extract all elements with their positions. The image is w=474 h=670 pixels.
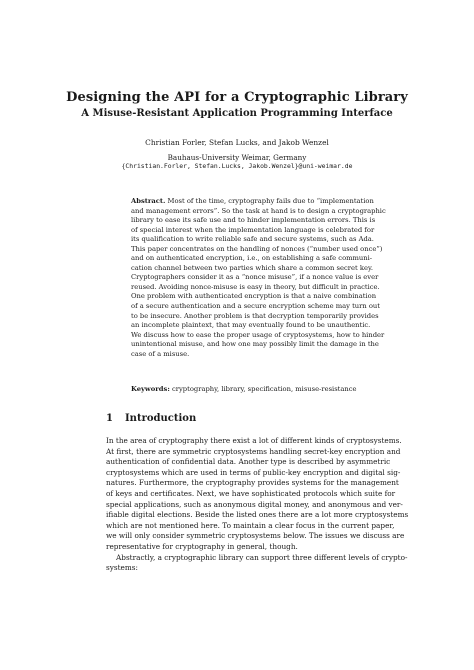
abstract-line: library to ease its safe use and to hinder implementation errors. This is — [131, 216, 376, 225]
paper-subtitle: A Misuse-Resistant Application Programming Interface — [81, 108, 393, 119]
abstract-line: cation channel between two parties which share a common secret key. — [131, 263, 374, 272]
body-line: natures. Furthermore, the cryptography provides systems for the management — [106, 478, 399, 488]
author-list: Christian Forler, Stefan Lucks, and Jakob Wenzel — [145, 138, 329, 147]
abstract-line: Cryptographers consider it as a “nonce misuse”, if a nonce value is ever — [131, 273, 379, 282]
paper-title: Designing the API for a Cryptographic Library — [66, 90, 408, 105]
body-text — [106, 436, 409, 574]
abstract-block — [131, 197, 386, 359]
abstract-line — [131, 197, 374, 207]
abstract-line: We discuss how to ease the proper usage of cryptosystems, how to hinder — [131, 330, 385, 339]
abstract-line: of a secure authentication and a secure encryption scheme may turn out — [131, 302, 380, 311]
abstract-line: reused. Avoiding nonce-misuse is easy in theory, but difficult in practice. — [131, 282, 380, 291]
abstract-line: This paper concentrates on the handling of nonces (“number used once”) — [131, 244, 383, 253]
keywords-block — [131, 385, 357, 394]
body-line: cryptosystems which are used in terms of public-key encryption and digital sig- — [106, 467, 401, 477]
section-number: 1 — [106, 413, 113, 424]
abstract-line: and management errors”. So the task at hand is to design a cryptographic — [131, 206, 386, 215]
body-line: of keys and certificates. Next, we have sophisticated protocols which suite for — [106, 488, 396, 498]
section-title: Introduction — [125, 413, 197, 424]
body-line: At first, there are symmetric cryptosystems handling secret-key encryption and — [106, 446, 401, 456]
body-line: we will only consider symmetric cryptosystems below. The issues we discuss are — [106, 531, 405, 541]
author-email: {Christian.Forler, Stefan.Lucks, Jakob.Wenzel}@uni-weimar.de — [121, 162, 353, 170]
keywords-label: Keywords: — [131, 385, 170, 393]
body-line: Abstractly, a cryptographic library can support three different levels of crypto- — [116, 552, 408, 562]
body-line: which are not mentioned here. To maintain a clear focus in the current paper, — [106, 520, 395, 530]
abstract-line: One problem with authenticated encryption is that a naive combination — [131, 292, 377, 301]
body-line: systems: — [106, 563, 138, 573]
author-affiliation: Bauhaus-University Weimar, Germany — [167, 153, 307, 162]
abstract-line: unintentional misuse, and how one may possibly limit the damage in the — [131, 340, 379, 349]
section-heading — [106, 412, 196, 425]
abstract-line: an incomplete plaintext, that may eventually found to be unauthentic. — [131, 321, 371, 330]
abstract-line: its qualification to write reliable safe and secure systems, such as Ada. — [131, 235, 374, 244]
body-line: In the area of cryptography there exist a lot of different kinds of cryptosystems. — [106, 436, 402, 445]
abstract-line: and on authenticated encryption, i.e., on establishing a safe communi- — [131, 254, 373, 263]
abstract-label: Abstract. — [131, 197, 166, 205]
abstract-text: Most of the time, cryptography fails due to “implementation — [165, 197, 374, 205]
abstract-line: of special interest when the implementation language is celebrated for — [131, 225, 375, 234]
abstract-line: case of a misuse. — [131, 349, 190, 358]
body-line: authentication of confidential data. Another type is described by asymmetric — [106, 457, 391, 467]
body-line: ifiable digital elections. Beside the listed ones there are a lot more cryptosystems — [106, 510, 409, 520]
keywords-text: cryptography, library, specification, misuse-resistance — [169, 385, 357, 393]
abstract-line: to be insecure. Another problem is that decryption temporarily provides — [131, 311, 379, 320]
body-line: representative for cryptography in general, though. — [106, 541, 298, 551]
body-line: special applications, such as anonymous digital money, and anonymous and ver- — [106, 499, 403, 509]
